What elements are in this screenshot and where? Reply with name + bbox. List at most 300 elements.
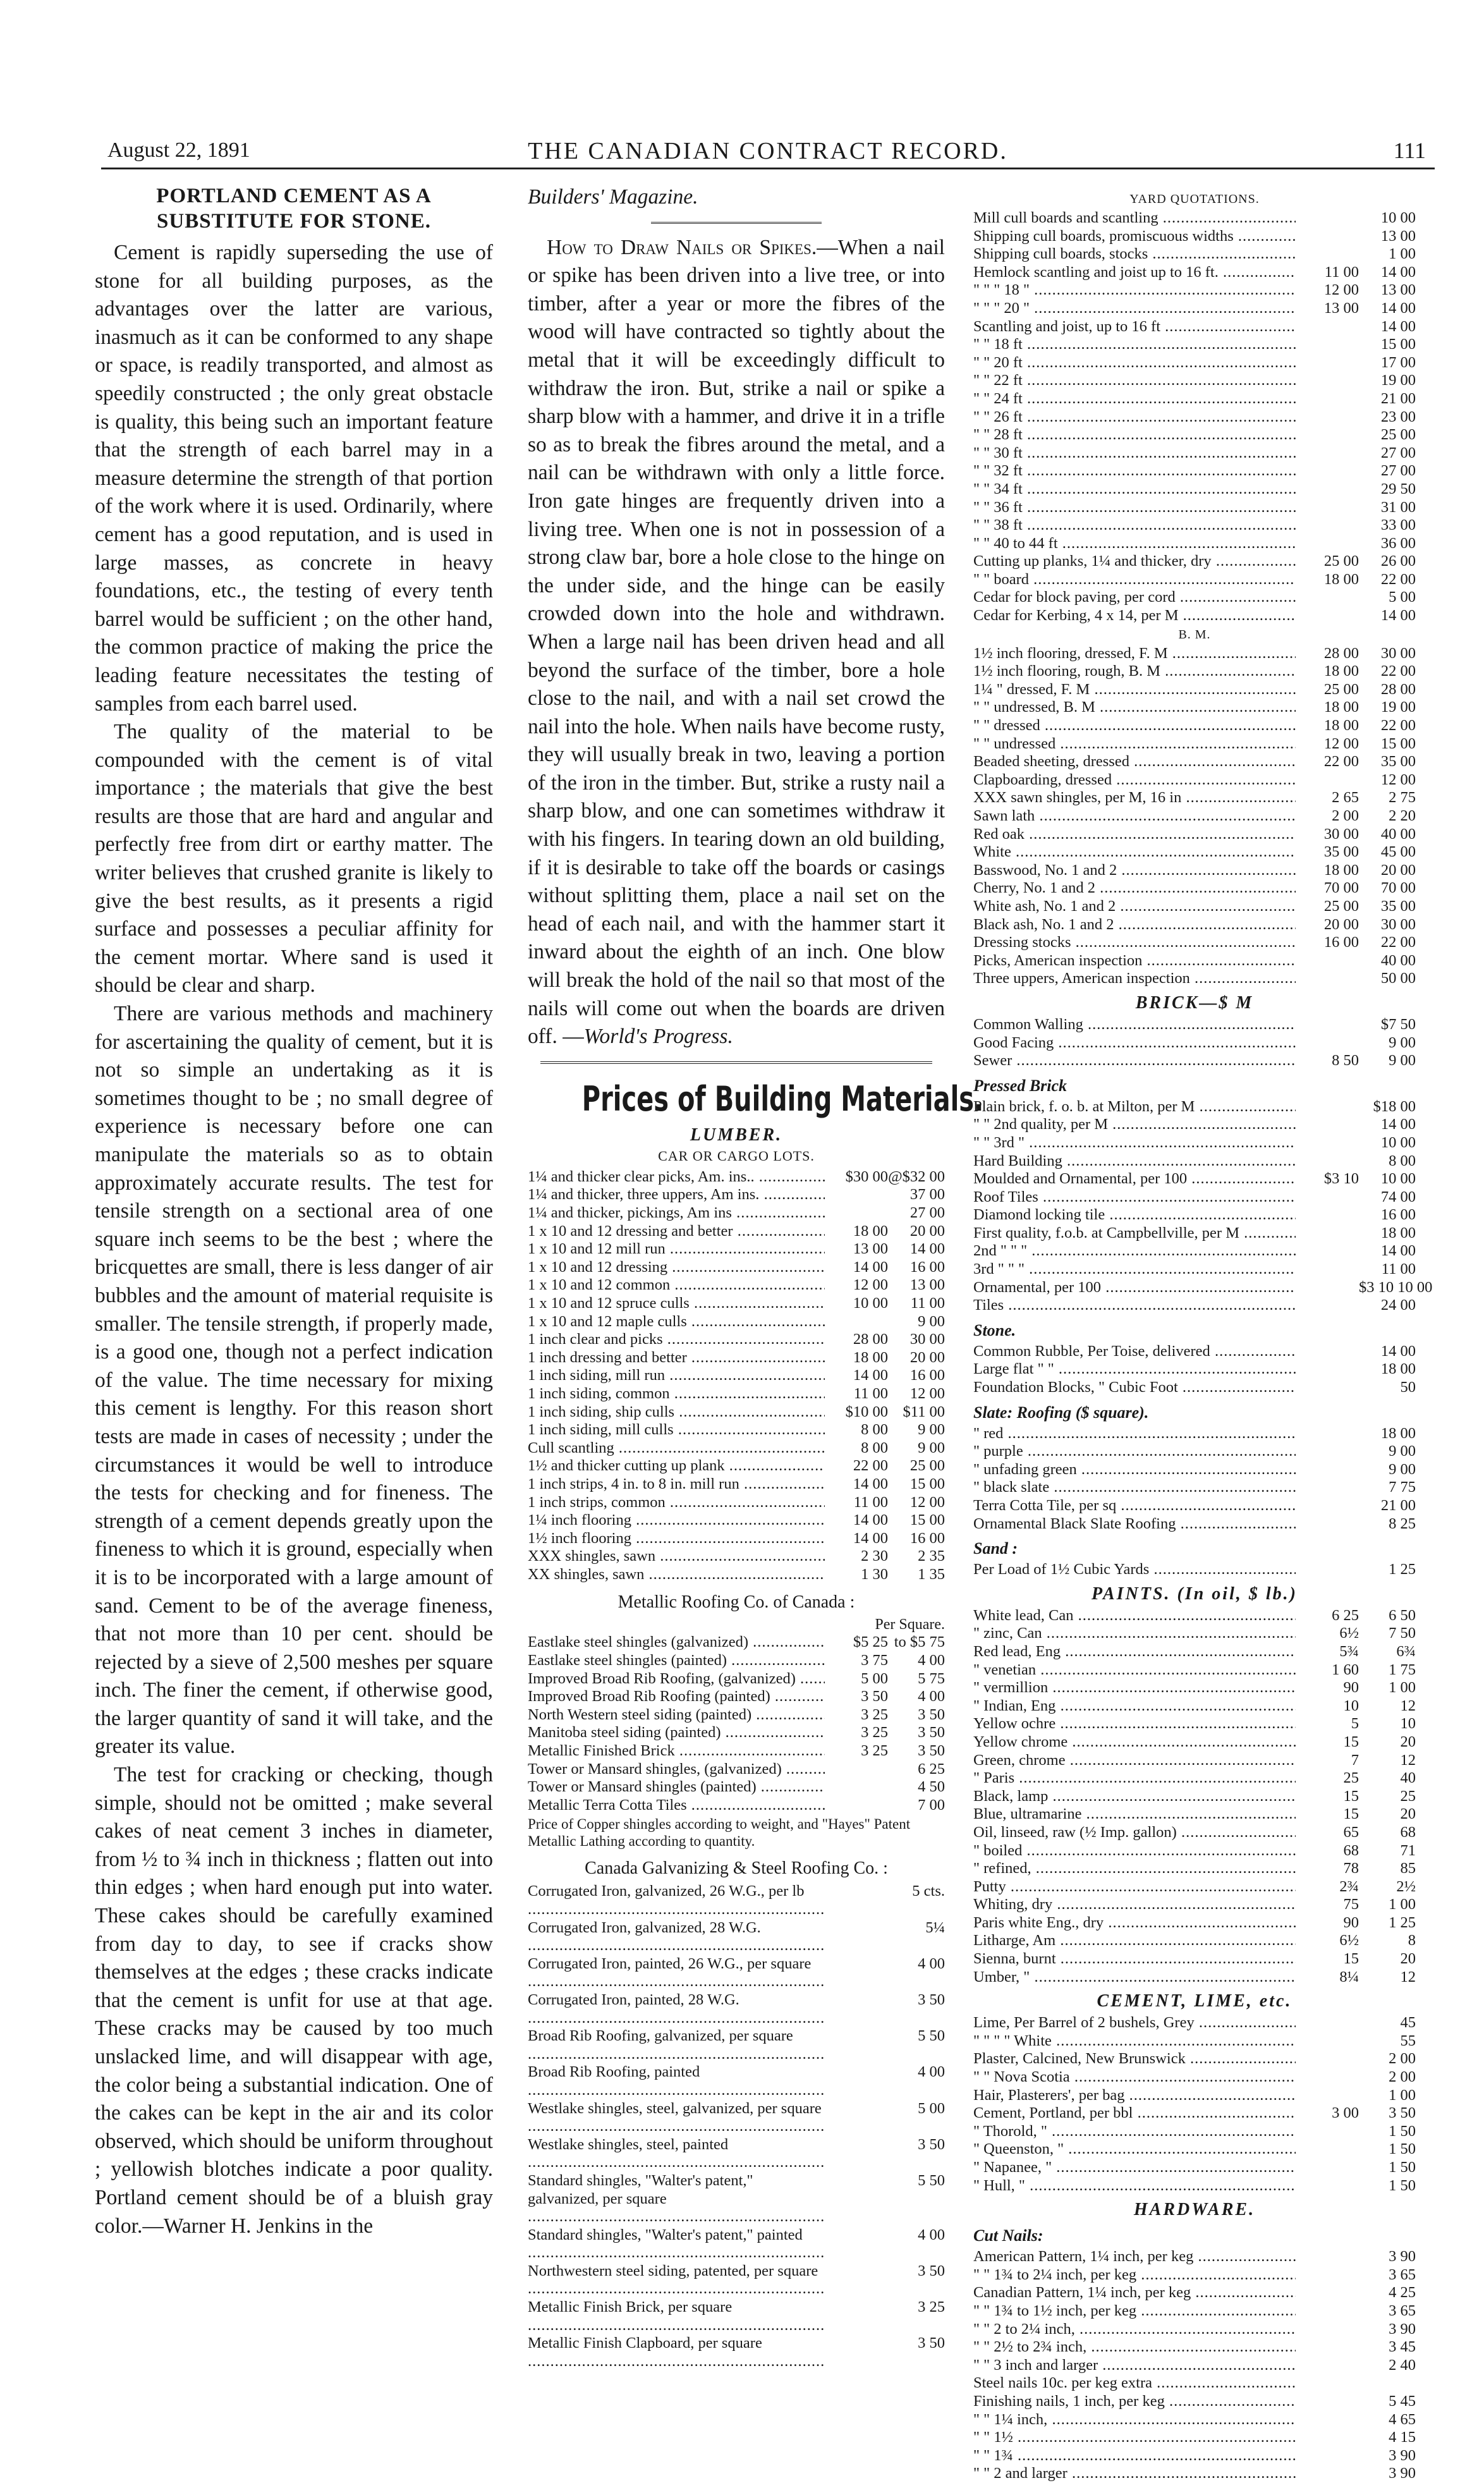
price-item-description: Westlake shingles, steel, painted .....	[528, 2136, 825, 2172]
price-item-description: Ornamental, per 100 .....	[973, 1279, 1296, 1297]
price-item-description: Improved Broad Rib Roofing, (galvanized) .....	[528, 1670, 825, 1688]
price-item-description: Yellow chrome .....	[973, 1733, 1296, 1752]
price-item-description: Manitoba steel siding (painted) .....	[528, 1724, 825, 1742]
price-item-description: Northwestern steel siding, patented, per square .....	[528, 2262, 825, 2298]
price-high: 21 00	[1380, 1497, 1416, 1514]
price-item-description: 1 x 10 and 12 spruce culls .....	[528, 1295, 825, 1313]
price-low	[1296, 1242, 1359, 1260]
price-high: 30 00	[909, 1331, 945, 1348]
price-row	[973, 209, 1416, 228]
price-low: 3 75	[861, 1652, 888, 1669]
pressed-brick-price-list	[973, 1097, 1433, 1315]
price-item-description: " venetian .....	[973, 1661, 1296, 1680]
price-item-description: " Paris .....	[973, 1769, 1296, 1788]
price-low	[1296, 2465, 1359, 2483]
price-row	[973, 1296, 1416, 1315]
price-high	[1359, 2374, 1416, 2393]
price-item-description: " Hull, " .....	[973, 2177, 1296, 2195]
price-row	[973, 952, 1416, 970]
price-low: 3 25	[861, 1724, 888, 1742]
price-item-description: Standard shingles, "Walter's patent," galvanized, per square .....	[528, 2172, 825, 2226]
price-row	[973, 607, 1416, 625]
price-row	[528, 1259, 945, 1277]
price-high: 4 00	[918, 1688, 945, 1705]
price-high: 10 00	[1380, 1133, 1416, 1151]
price-row	[973, 1425, 1416, 1443]
price-item-description: Corrugated Iron, galvanized, 28 W.G. .....	[528, 1919, 825, 1955]
price-row	[528, 1475, 945, 1494]
price-row	[528, 1186, 945, 1204]
price-low: 25 00	[1323, 897, 1359, 915]
price-item-description: Basswood, No. 1 and 2 .....	[973, 862, 1296, 880]
cement-paragraph-3: There are various methods and machinery for ascertaining the quality of cement, but it is not so simple an undertaking as it is sometimes thought to be ; no small degree of experience is necessary before one can manipulate the materials so as to obtain approximately accurate results. The test for tensile strength on a sectional area of one square inch seems to be the best ; where the bricquettes are small, there is less danger of air bubbles and the amount of material requisite is smaller. The tensile strength, if properly made, is a good one, though not a perfect indication of the value. The time necessary for mixing this cement is lengthy. For this reason short tests are made in cases of necessity ; under the circumstances it would be well to introduce the tests for checking and for fineness. The strength of a cement depends greatly upon the fineness to which it is ground, especially when it is to be incorporated with a large amount of sand. Cement to be of the average fineness, that not more than 10 per cent. should be rejected by a sieve of 2,500 meshes per square inch. The finer the cement, if otherwise good, the larger quantity of sand it will take, and the greater its value.	[95, 1002, 493, 1759]
price-low: 3 25	[861, 1705, 888, 1723]
price-row	[973, 264, 1416, 282]
price-row	[973, 300, 1416, 318]
price-low	[1296, 970, 1359, 988]
price-low: 15	[1343, 1805, 1359, 1823]
price-row	[528, 2226, 945, 2262]
price-high: 10	[1400, 1715, 1416, 1733]
price-high: $11 00	[903, 1403, 945, 1420]
price-item-description: Cherry, No. 1 and 2 .....	[973, 879, 1296, 898]
price-high: 1 50	[1389, 2159, 1416, 2176]
price-row	[973, 1914, 1416, 1932]
price-item-description: Tiles .....	[973, 1296, 1296, 1315]
price-high: 1 50	[1389, 2176, 1416, 2194]
cement-paragraph-2: The quality of the material to be compounded with the cement is of vital importance ; the materials that give the best results are those that are hard and angular and perfectly free from dirt or earthy matter. The writer believes that crushed granite is likely to give the best results, as it presents a rigid surface and possesses a peculiar affinity for the cement mortar. Where sand is used it should be clear and sharp.	[95, 720, 493, 997]
price-item-description: " " 2nd quality, per M .....	[973, 1116, 1296, 1134]
price-item-description: Metallic Finish Clapboard, per square .....	[528, 2334, 825, 2370]
price-item-description: Roof Tiles .....	[973, 1188, 1296, 1207]
price-item-description: Common Walling .....	[973, 1016, 1296, 1034]
price-item-description: " " 32 ft .....	[973, 462, 1296, 480]
price-low	[1296, 1497, 1359, 1515]
price-low	[825, 1955, 888, 1991]
price-row	[528, 1882, 945, 1919]
price-row	[973, 879, 1416, 898]
price-low	[1296, 1116, 1359, 1134]
price-row	[973, 970, 1416, 988]
price-low	[1296, 1034, 1359, 1052]
price-row	[528, 1760, 945, 1779]
price-low: 14 00	[853, 1511, 888, 1529]
price-high: 18 00	[1380, 1360, 1416, 1378]
brick-price-list	[973, 1016, 1416, 1070]
price-item-description: " " 36 ft .....	[973, 499, 1296, 517]
column-1	[95, 183, 493, 2240]
price-high: 3 90	[1389, 2465, 1416, 2482]
price-item-description: Improved Broad Rib Roofing (painted) .....	[528, 1688, 825, 1706]
price-item-description: " " 1¾ .....	[973, 2447, 1296, 2465]
price-low: 18 00	[1323, 699, 1359, 716]
price-row	[973, 1515, 1416, 1534]
price-row	[973, 372, 1416, 390]
price-item-description: " " 38 ft .....	[973, 516, 1296, 535]
price-row	[973, 2177, 1416, 2195]
price-row	[528, 1223, 945, 1241]
price-item-description: Cull scantling .....	[528, 1439, 825, 1458]
price-row	[528, 1706, 945, 1724]
price-row	[973, 662, 1416, 681]
price-high: 4 65	[1389, 2410, 1416, 2428]
paints-heading: PAINTS. (In oil, $ lb.)	[1092, 1583, 1298, 1604]
price-low: 14 00	[853, 1529, 888, 1547]
metallic-price-list	[528, 1633, 945, 1814]
price-row	[973, 2284, 1416, 2302]
price-low: 10 00	[853, 1294, 888, 1312]
price-low: 75	[1343, 1896, 1359, 1913]
price-low	[1296, 589, 1359, 607]
price-item-description: Litharge, Am .....	[973, 1932, 1296, 1950]
price-item-description: White .....	[973, 843, 1296, 862]
price-low: 28 00	[853, 1331, 888, 1348]
price-item-description: " purple .....	[973, 1443, 1296, 1461]
price-item-description: Red oak .....	[973, 826, 1296, 844]
price-high: 12 00	[909, 1384, 945, 1402]
price-low: 13 00	[1323, 299, 1359, 317]
price-high: 40 00	[1380, 951, 1416, 969]
price-row	[528, 1494, 945, 1512]
price-high: 6 25	[918, 1760, 945, 1778]
price-low: 15	[1343, 1733, 1359, 1750]
price-low	[825, 1186, 888, 1204]
price-row	[973, 2050, 1416, 2068]
price-low	[1296, 2266, 1359, 2285]
price-row	[528, 1457, 945, 1475]
price-item-description: Eastlake steel shingles (painted) .....	[528, 1652, 825, 1670]
price-row	[973, 789, 1416, 807]
price-item-description: " " 2½ to 2¾ inch, .....	[973, 2338, 1296, 2357]
price-high: 14 00	[1380, 607, 1416, 625]
price-item-description: American Pattern, 1¼ inch, per keg .....	[973, 2248, 1296, 2266]
column-3	[973, 190, 1433, 2483]
price-row	[973, 1805, 1416, 1824]
price-item-description: Eastlake steel shingles (galvanized) .....	[528, 1633, 825, 1652]
price-row	[973, 1968, 1416, 1987]
price-low	[1296, 1461, 1359, 1479]
price-high: 7 50	[1389, 1625, 1416, 1642]
price-item-description: " " 3 inch and larger .....	[973, 2357, 1296, 2375]
price-low: 25	[1343, 1769, 1359, 1787]
price-item-description: Blue, ultramarine .....	[973, 1805, 1296, 1824]
price-low	[1296, 2302, 1359, 2321]
price-low	[1296, 462, 1359, 480]
price-low	[1296, 1296, 1359, 1315]
price-row	[528, 1919, 945, 1955]
price-low: 8 50	[1332, 1052, 1359, 1070]
price-row	[973, 2447, 1416, 2465]
price-high: 20	[1400, 1733, 1416, 1750]
price-high: 3 25	[918, 2298, 945, 2316]
price-row	[973, 1715, 1416, 1733]
nails-lead: How to Draw Nails or Spikes.	[547, 235, 817, 259]
price-row	[973, 1661, 1416, 1680]
price-item-description: North Western steel siding (painted) .....	[528, 1706, 825, 1724]
price-row	[528, 1530, 945, 1548]
price-row	[973, 1242, 1416, 1260]
price-low	[825, 1919, 888, 1955]
price-item-description: Cement, Portland, per bbl .....	[973, 2104, 1296, 2123]
price-high: 9 00	[1389, 1460, 1416, 1478]
price-high: 1 00	[1389, 245, 1416, 263]
price-high: 26 00	[1380, 552, 1416, 570]
price-high: 10 00	[1380, 209, 1416, 226]
price-item-description: " Indian, Eng .....	[973, 1697, 1296, 1716]
price-low	[1296, 1515, 1359, 1534]
price-row	[973, 1697, 1416, 1716]
price-item-description: Clapboarding, dressed .....	[973, 771, 1296, 790]
price-high: 3 50	[1389, 2104, 1416, 2122]
price-high: 10 00	[1380, 1170, 1416, 1188]
price-item-description: Yellow ochre .....	[973, 1715, 1296, 1733]
price-high: 50	[1400, 1379, 1416, 1396]
price-item-description: 2nd " " " .....	[973, 1242, 1296, 1260]
price-row	[973, 354, 1416, 372]
price-row	[973, 245, 1416, 264]
price-high: 3 50	[918, 1724, 945, 1742]
price-item-description: Per Load of 1½ Cubic Yards .....	[973, 1561, 1296, 1579]
price-row	[973, 2393, 1416, 2411]
price-high: 22 00	[1380, 934, 1416, 951]
price-high: 3 50	[918, 1742, 945, 1760]
price-item-description: Metallic Terra Cotta Tiles .....	[528, 1797, 825, 1815]
price-high: 3 50	[918, 2334, 945, 2352]
price-low	[1296, 2321, 1359, 2339]
price-row	[973, 318, 1416, 336]
price-low: 65	[1343, 1823, 1359, 1841]
price-high: 4 00	[918, 1652, 945, 1669]
price-low: 5¾	[1339, 1642, 1359, 1660]
price-low	[1296, 2447, 1359, 2465]
price-row	[973, 1607, 1416, 1625]
price-item-description: Shipping cull boards, stocks .....	[973, 245, 1296, 264]
price-high: 9 00	[1389, 1052, 1416, 1070]
price-item-description: Standard shingles, "Walter's patent," painted .....	[528, 2226, 825, 2262]
price-item-description: " " 1¾ to 2¼ inch, per keg .....	[973, 2266, 1296, 2285]
price-item-description: Terra Cotta Tile, per sq .....	[973, 1497, 1296, 1515]
price-item-description: Metallic Finish Brick, per square .....	[528, 2298, 825, 2334]
price-high: 21 00	[1380, 389, 1416, 407]
price-high: 12	[1400, 1697, 1416, 1714]
column-2	[528, 183, 984, 2370]
price-item-description: Diamond locking tile .....	[973, 1206, 1296, 1224]
price-row	[528, 1367, 945, 1385]
price-row	[973, 1278, 1433, 1297]
price-high: 22 00	[1380, 662, 1416, 680]
price-row	[973, 2123, 1416, 2141]
price-low: $5 25	[853, 1633, 888, 1651]
price-row	[973, 1932, 1416, 1950]
price-row	[973, 2014, 1416, 2032]
price-row	[528, 1276, 945, 1295]
price-low: 6½	[1339, 1932, 1359, 1949]
price-low: 30 00	[1323, 825, 1359, 843]
price-high: 9 00	[1389, 1443, 1416, 1460]
price-item-description: 1¼ and thicker clear picks, Am. ins.. .....	[528, 1168, 825, 1187]
price-row	[528, 1797, 945, 1815]
price-item-description: " " board .....	[973, 571, 1296, 589]
price-row	[528, 1331, 945, 1349]
price-low: 18 00	[1323, 662, 1359, 680]
price-high: 27 00	[1380, 462, 1416, 480]
price-high: 13 00	[1380, 227, 1416, 245]
price-item-description: " " undressed .....	[973, 735, 1296, 753]
price-row	[528, 1724, 945, 1742]
price-row	[973, 735, 1416, 753]
price-low	[1296, 1224, 1359, 1243]
price-row	[973, 228, 1416, 246]
price-low	[1296, 2050, 1359, 2068]
prices-banner: Prices of Building Materials.	[581, 1078, 984, 1119]
price-high: 2 00	[1389, 2068, 1416, 2086]
price-low	[1296, 336, 1359, 354]
price-high: 24 00	[1380, 1296, 1416, 1314]
price-low	[1296, 1479, 1359, 1497]
price-item-description: Cedar for Kerbing, 4 x 14, per M .....	[973, 607, 1296, 625]
price-row	[973, 2266, 1416, 2285]
price-row	[973, 681, 1416, 699]
price-item-description: Black ash, No. 1 and 2 .....	[973, 916, 1296, 934]
price-item-description: Hemlock scantling and joist up to 16 ft. .....	[973, 264, 1296, 282]
price-high: 40 00	[1380, 825, 1416, 843]
price-row	[973, 645, 1416, 663]
price-high: 4 15	[1389, 2429, 1416, 2446]
price-low: 18 00	[1323, 570, 1359, 588]
price-high: 22 00	[1380, 570, 1416, 588]
price-row	[973, 1443, 1416, 1461]
price-item-description: 1 x 10 and 12 dressing and better .....	[528, 1223, 825, 1241]
price-high: 5¼	[925, 1919, 945, 1936]
price-row	[973, 1224, 1416, 1243]
lumber-price-list	[528, 1168, 945, 1584]
price-item-description: " " 2 and larger .....	[973, 2465, 1296, 2483]
price-low: 1 30	[861, 1565, 888, 1583]
price-low: 2¾	[1339, 1877, 1359, 1895]
price-low	[1296, 372, 1359, 390]
canada-galvanizing-heading: Canada Galvanizing & Steel Roofing Co. :	[585, 1858, 888, 1879]
price-low: 18 00	[853, 1348, 888, 1366]
price-item-description: " unfading green .....	[973, 1461, 1296, 1479]
price-high: 14 00	[1380, 1242, 1416, 1260]
price-row	[973, 1842, 1416, 1860]
price-low: 18 00	[1323, 717, 1359, 735]
price-row	[973, 2104, 1416, 2123]
nails-article	[528, 234, 945, 1051]
paints-price-list	[973, 1607, 1416, 1986]
stone-heading: Stone.	[973, 1321, 1016, 1339]
price-item-description: Red lead, Eng .....	[973, 1643, 1296, 1661]
price-high: 12 00	[909, 1493, 945, 1511]
price-low: 12 00	[1323, 735, 1359, 752]
price-item-description: " " " " White .....	[973, 2032, 1296, 2051]
price-row	[973, 1679, 1416, 1697]
price-item-description: Beaded sheeting, dressed .....	[973, 753, 1296, 771]
price-row	[528, 1168, 945, 1187]
price-low: $10 00	[845, 1403, 888, 1420]
price-low	[1296, 2177, 1359, 2195]
price-row	[973, 1497, 1416, 1515]
price-low: 22 00	[1323, 753, 1359, 771]
price-item-description: Sienna, burnt .....	[973, 1950, 1296, 1968]
price-row	[973, 1479, 1416, 1497]
price-low: 7	[1351, 1751, 1359, 1769]
price-row	[973, 916, 1416, 934]
price-item-description: " Queenston, " .....	[973, 2140, 1296, 2159]
metallic-roofing-heading: Metallic Roofing Co. of Canada :	[617, 1592, 855, 1613]
price-high: 74 00	[1380, 1188, 1416, 1205]
price-item-description: 1½ and thicker cutting up plank .....	[528, 1457, 825, 1475]
price-low	[825, 2063, 888, 2099]
price-high: 50 00	[1380, 970, 1416, 987]
price-high: 2 35	[918, 1547, 945, 1565]
price-low	[1296, 1152, 1359, 1171]
price-item-description: Ornamental Black Slate Roofing .....	[973, 1515, 1296, 1534]
price-row	[973, 1625, 1416, 1643]
yard-quotations-heading: YARD QUOTATIONS.	[1129, 192, 1260, 206]
price-row	[973, 1134, 1416, 1152]
price-row	[973, 1260, 1416, 1279]
cement-lime-heading: CEMENT, LIME, etc.	[1097, 1991, 1292, 2011]
price-low	[1296, 1379, 1359, 1397]
price-high: 3 90	[1389, 2248, 1416, 2266]
price-item-description: " " " 18 " .....	[973, 281, 1296, 300]
price-high: 12 00	[1380, 771, 1416, 788]
price-low: 15	[1343, 1950, 1359, 1968]
price-item-description: 1 x 10 and 12 maple culls .....	[528, 1313, 825, 1331]
price-row	[528, 1403, 945, 1422]
price-low	[825, 1991, 888, 2027]
price-item-description: " zinc, Can .....	[973, 1625, 1296, 1643]
price-low	[1296, 1561, 1359, 1579]
slate-price-list	[973, 1425, 1416, 1534]
price-item-description: Canadian Pattern, 1¼ inch, per keg .....	[973, 2284, 1296, 2302]
price-row	[528, 1566, 945, 1584]
price-high: 14 00	[1380, 299, 1416, 317]
price-row	[528, 1204, 945, 1223]
price-row	[528, 1633, 945, 1652]
price-row	[973, 2357, 1416, 2375]
price-item-description: " " Nova Scotia .....	[973, 2068, 1296, 2087]
price-low	[1296, 2140, 1359, 2159]
price-low: 2 00	[1332, 807, 1359, 824]
price-row	[973, 1052, 1416, 1070]
price-low	[1296, 771, 1359, 790]
price-item-description: Hair, Plasterers', per bag .....	[973, 2087, 1296, 2105]
price-low	[1296, 480, 1359, 499]
price-high: 2½	[1396, 1877, 1416, 1895]
price-item-description: 1½ inch flooring, dressed, F. M .....	[973, 645, 1296, 663]
price-low: 16 00	[1323, 934, 1359, 951]
price-high: 11 00	[910, 1294, 945, 1312]
price-high: 14 00	[909, 1240, 945, 1258]
price-high: 20	[1400, 1805, 1416, 1823]
price-row	[973, 2338, 1416, 2357]
price-low	[1296, 354, 1359, 372]
price-high: 5 cts.	[912, 1882, 945, 1900]
price-high: 5 75	[918, 1669, 945, 1687]
price-low: 10	[1343, 1697, 1359, 1714]
price-low	[1296, 426, 1359, 444]
price-low	[1296, 2338, 1359, 2357]
price-item-description: Large flat " " .....	[973, 1360, 1296, 1379]
price-item-description: Corrugated Iron, painted, 28 W.G. .....	[528, 1991, 825, 2027]
price-high: 2 20	[1389, 807, 1416, 824]
price-high: 3 65	[1389, 2302, 1416, 2319]
cement-paragraph-1: Cement is rapidly superseding the use of stone for all building purposes, as the advantages over the latter are various, inasmuch as it can be conformed to any shape or space, is readily transported, and almost as speedily constructed ; the only great obstacle is quality, this being such an important feature that the strength of each barrel may in a measure determine the strength of that portion of the work where it is used. Ordinarily, where cement has a good reputation, and is used in large masses, as concrete in heavy foundations, etc., the testing of every tenth barrel would be sufficient ; on the other hand, the common practice of making the price the leading feature necessitates the testing of samples from each barrel used.	[95, 241, 493, 716]
price-high: 15 00	[1380, 336, 1416, 353]
price-high: 1 35	[918, 1565, 945, 1583]
